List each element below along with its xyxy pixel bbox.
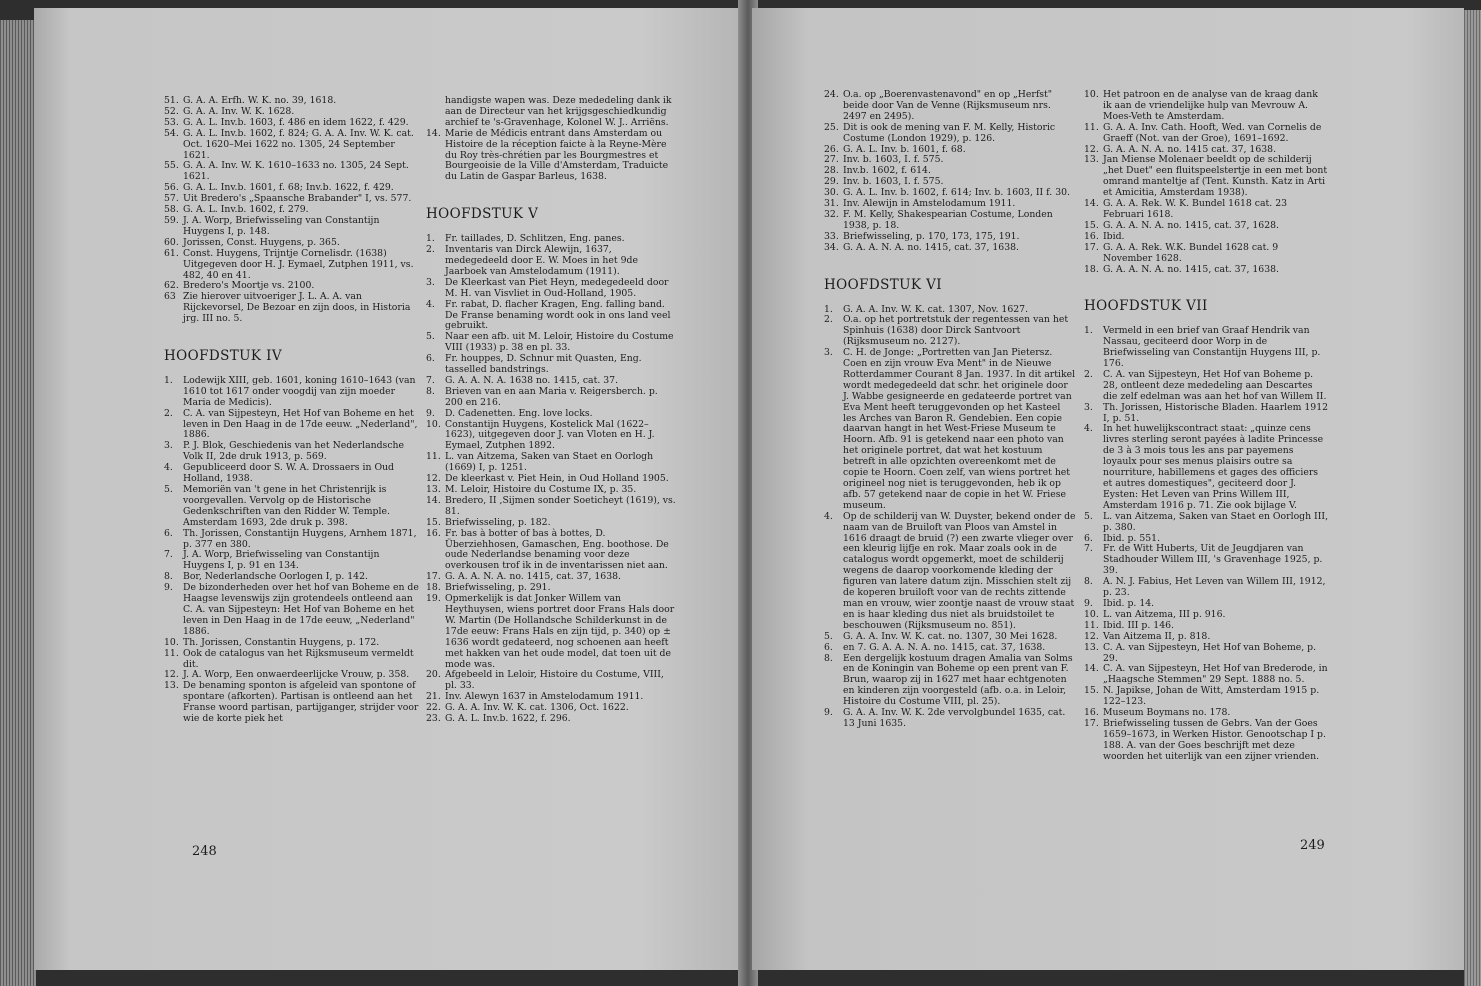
footnote-number: 1.: [1084, 325, 1093, 337]
footnote-text: Ibid. p. 551.: [1103, 532, 1161, 544]
footnote-number: 7.: [426, 374, 435, 386]
footnote-text: Dit is ook de mening van F. M. Kelly, Historic Costume (London 1929), p. 126.: [843, 121, 1056, 144]
footnote-text: A. N. J. Fabius, Het Leven van Willem III, 1912, p. 23.: [1103, 576, 1326, 599]
footnote: [426, 387, 676, 409]
footnote-number: 54.: [164, 127, 179, 139]
footnote-number: 16.: [1084, 230, 1099, 242]
footnote: [426, 594, 676, 670]
footnote: [1084, 90, 1329, 123]
footnote-text: G. A. A. Inv. Cath. Hooft, Wed. van Cornelis de Graeff (Not. van der Groe), 1691–1692.: [1103, 121, 1322, 144]
footnote-text: G. A. A. N. A. 1638 no. 1415, cat. 37.: [445, 374, 619, 386]
footnote-number: 9.: [164, 582, 173, 594]
footnote-number: 52.: [164, 105, 179, 117]
footnote-number: 16.: [426, 527, 441, 539]
footnote-number: 11.: [1084, 619, 1099, 631]
footnote-text: G. A. A. Inv. W. K. 2de vervolgbundel 1635, cat. 13 Juni 1635.: [843, 707, 1066, 729]
footnote: [164, 129, 422, 162]
left-page-column-a: [164, 96, 422, 725]
footnote-text: Bor, Nederlandsche Oorlogen I, p. 142.: [183, 571, 368, 583]
note-list: [824, 305, 1076, 730]
footnote-text: N. Japikse, Johan de Witt, Amsterdam 1915 p. 122–123.: [1103, 685, 1320, 708]
footnote-text: G. A. A. Inv. W. K. 1628.: [183, 105, 295, 117]
footnote-text: Briefwisseling tussen de Gebrs. Van der Goes 1659–1673, in Werken Histor. Genootschap I p. 188. A. van der Goes beschrijft met deze woorden het uiterlijk van een zijner vrienden.: [1103, 717, 1326, 762]
footnote: [824, 512, 1076, 632]
chapter-heading: HOOFDSTUK V: [426, 206, 539, 223]
footnote-number: 17.: [1084, 717, 1099, 729]
footnote: [164, 583, 422, 638]
footnote-text: Ibid. III p. 146.: [1103, 619, 1174, 631]
footnote: [824, 210, 1076, 232]
note-list: [824, 90, 1076, 254]
footnote-number: 2.: [1084, 368, 1093, 380]
footnote-number: 10.: [164, 636, 179, 648]
right-page-column-a: [824, 90, 1076, 730]
footnote: [164, 550, 422, 572]
footnote-number: 62.: [164, 280, 179, 292]
footnote-text: J. A. Worp, Briefwisseling van Constantijn Huygens I, p. 148.: [183, 214, 380, 237]
footnote-number: 1.: [824, 303, 833, 315]
footnote-text: Memoriën van 't gene in het Christenrijk is voorgevallen. Vervolg op de Historische Gedenkschriften van den Ridder W. Temple. Amsterdam 1693, 2de druk p. 398.: [183, 484, 390, 528]
footnote-number: 11.: [164, 647, 179, 659]
footnote-text: G. A. A. Rek. W.K. Bundel 1628 cat. 9 November 1628.: [1103, 241, 1279, 264]
footnote-number: 2.: [824, 314, 833, 326]
footnote-number: 11.: [1084, 121, 1099, 133]
footnote-text: Bredero's Moortje vs. 2100.: [183, 280, 315, 292]
footnote-number: 15.: [1084, 685, 1099, 697]
footnote-text: G. A. L. Inv.b. 1601, f. 68; Inv.b. 1622, f. 429.: [183, 182, 394, 194]
footnote-number: 10.: [1084, 608, 1099, 620]
footnote-text: D. Cadenetten. Eng. love locks.: [445, 407, 593, 419]
footnote-text: G. A. L. Inv.b. 1622, f. 296.: [445, 713, 571, 725]
footnote-number: 18.: [1084, 263, 1099, 275]
footnote: [426, 129, 676, 184]
footnote-number: 9.: [426, 407, 435, 419]
footnote-text: Th. Jorissen, Historische Bladen. Haarlem 1912 I, p. 51.: [1103, 401, 1329, 424]
footnote: [824, 708, 1076, 730]
footnote-number: 30.: [824, 187, 839, 199]
footnote-number: 28.: [824, 165, 839, 177]
chapter-heading: HOOFDSTUK VII: [1084, 298, 1208, 315]
footnote-number: 11.: [426, 451, 441, 463]
footnote: [1084, 643, 1329, 665]
footnote-text: Op de schilderij van W. Duyster, bekend onder de naam van de Bruiloft van Ploos van Amstel in 1616 draagt de bruid (?) een zwarte vlieger over een kleurig lijfje en rok. Maar zoals ook in de catalogus wordt opgemerkt, moet de schilderij wegens de daarop voorkomende kleding der figuren van latere datum zijn. Misschien stelt zij de koperen bruiloft voor van de rechts zittende man en vrouw, wier zoontje naast de vrouw staat en is haar kleding dus niet als bruidstoilet te beschouwen (Rijksmuseum no. 851).: [843, 510, 1076, 631]
chapter-heading: HOOFDSTUK VI: [824, 276, 942, 293]
footnote-number: 6.: [1084, 532, 1093, 544]
footnote-number: 60.: [164, 236, 179, 248]
footnote-number: 12.: [164, 669, 179, 681]
footnote-text: J. A. Worp, Briefwisseling van Constantijn Huygens I, p. 91 en 134.: [183, 549, 380, 572]
footnote-number: 17.: [426, 571, 441, 583]
footnote-text: C. A. van Sijpesteyn, Het Hof van Boheme p. 28, ontleent deze mededeling aan Descartes die zelf edelman was aan het hof van Willem II.: [1103, 368, 1327, 402]
footnote-number: 59.: [164, 214, 179, 226]
footnote: [824, 243, 1076, 254]
footnote-text: In het huwelijkscontract staat: „quinze cens livres sterling seront payées à ladite Princesse de 3 à 3 mois tous les ans par payemens loyaulx pour ses menus plaisirs outre sa nourriture, habillemens et gages des officiers et autres domestiques", geciteerd door J. Eysten: Het Leven van Prins Willem III, Amsterdam 1916 p. 71. Zie ook bijlage V.: [1103, 423, 1324, 511]
footnote-number: 20.: [426, 669, 441, 681]
left-page-stack-edge: [0, 20, 36, 986]
footnote-text: Inv. b. 1603, I. f. 575.: [843, 154, 944, 166]
footnote: [426, 496, 676, 518]
footnote-text: Gepubliceerd door S. W. A. Drossaers in Oud Holland, 1938.: [183, 462, 395, 485]
footnote-number: 23.: [426, 713, 441, 725]
footnote-text: P. J. Blok, Geschiedenis van het Nederlandsche Volk II, 2de druk 1913, p. 569.: [183, 440, 405, 463]
footnote-text: Const. Huygens, Trijntje Cornelisdr. (1638) Uitgegeven door H. J. Eymael, Zutphen 1911, vs. 482, 40 en 41.: [183, 247, 414, 281]
footnote: [426, 245, 676, 278]
footnote-number: 15.: [426, 516, 441, 528]
footnote-number: 19.: [426, 593, 441, 605]
footnote-text: Jan Miense Molenaer beeldt op de schilderij „het Duet" een fluitspeelstertje in een met bont omrand manteltje af (Tent. Kunsth. Katz in Arti et Amicitia, Amsterdam 1938).: [1103, 154, 1328, 199]
footnote-number: 5.: [1084, 510, 1093, 522]
footnote-text: Inv. Alewyn 1637 in Amstelodamum 1911.: [445, 691, 644, 703]
right-page-column-b: [1084, 90, 1329, 763]
footnote-number: 10.: [1084, 89, 1099, 100]
footnote-text: Inv.b. 1602, f. 614.: [843, 165, 931, 177]
footnote-text: Museum Boymans no. 178.: [1103, 707, 1231, 719]
footnote-number: 7.: [164, 549, 173, 561]
footnote: [164, 161, 422, 183]
footnote-number: 56.: [164, 182, 179, 194]
footnote-text: C. H. de Jonge: „Portretten van Jan Pietersz. Coen en zijn vrouw Eva Ment" in de Nieuwe Rotterdammer Courant 8 Jan. 1937. In dit artikel wordt medegedeeld dat schr. het originele door J. Wabbe gesigneerde en gedateerde portret van Eva Ment heeft teruggevonden op het Kasteel les Arches van Baron R. Gendebien. Een copie daarvan hangt in het West-Friese Museum te Hoorn. Afb. 91 is getekend naar een photo van het originele portret, dat wat het kostuum betreft in alle opzichten overeenkomt met de copie te Hoorn. Coen zelf, van wiens portret het origineel nog niet is teruggevonden, heb ik op afb. 57 getekend naar de copie in het W. Friese museum.: [843, 347, 1076, 511]
footnote-text: G. A. A. Inv. W. K. cat. 1307, Nov. 1627.: [843, 303, 1029, 315]
footnote-number: 55.: [164, 160, 179, 172]
footnote: [164, 441, 422, 463]
footnote: [426, 300, 676, 333]
footnote: [1084, 424, 1329, 511]
footnote-number: 14.: [426, 494, 441, 506]
note-list: [426, 234, 676, 725]
footnote: [164, 376, 422, 409]
footnote: [824, 123, 1076, 145]
footnote-text: J. A. Worp, Een onwaerdeerlijcke Vrouw, p. 358.: [183, 669, 410, 681]
footnote: [1084, 326, 1329, 370]
footnote-number: 27.: [824, 154, 839, 166]
footnote: [164, 681, 422, 725]
footnote-text: Ibid. p. 14.: [1103, 597, 1155, 609]
footnote-text: Het patroon en de analyse van de kraag dank ik aan de vriendelijke hulp van Mevrouw A. Moes-Veth te Amsterdam.: [1103, 89, 1318, 122]
footnote-number: 6.: [824, 641, 833, 653]
footnote: [426, 670, 676, 692]
footnote-text: G. A. A. N. A. no. 1415, cat. 37, 1638.: [1103, 263, 1279, 275]
left-page-column-b: [426, 96, 676, 725]
footnote-number: 4.: [164, 462, 173, 474]
footnote-text: G. A. L. Inv.b. 1603, f. 486 en idem 1622, f. 429.: [183, 116, 409, 128]
footnote-number: 22.: [426, 702, 441, 714]
footnote: [1084, 512, 1329, 534]
footnote-number: 57.: [164, 193, 179, 205]
footnote-number: 12.: [1084, 630, 1099, 642]
footnote-text: G. A. A. N. A. no. 1415, cat. 37, 1638.: [843, 241, 1019, 253]
footnote-text: Naar een afb. uit M. Leloir, Histoire du Costume VIII (1933) p. 38 en pl. 33.: [445, 331, 674, 354]
footnote-text: G. A. A. Erfh. W. K. no. 39, 1618.: [183, 95, 337, 106]
footnote-text: Inv. Alewijn in Amstelodamum 1911.: [843, 198, 1016, 210]
footnote-text: Een dergelijk kostuum dragen Amalia van Solms en de Koningin van Boheme op een prent van F. Brun, waarop zij in 1627 met haar echtgenoten en kinderen zijn voorgesteld (afb. o.a. in Leloir, Histoire du Costume VIII, pl. 25).: [843, 652, 1073, 708]
footnote-text: Vermeld in een brief van Graaf Hendrik van Nassau, geciteerd door Worp in de Briefwisseling van Constantijn Huygens III, p. 176.: [1103, 325, 1321, 370]
footnote-number: 2.: [426, 244, 435, 256]
footnote-number: 31.: [824, 198, 839, 210]
footnote-text: Afgebeeld in Leloir, Histoire du Costume, VIII, pl. 33.: [445, 669, 664, 692]
footnote-text: Uit Bredero's „Spaansche Brabander" I, vs. 577.: [183, 193, 412, 205]
footnote: [1084, 199, 1329, 221]
footnote-number: 33.: [824, 230, 839, 242]
footnote-text: O.a. op het portretstuk der regentessen van het Spinhuis (1638) door Dirck Santvoort (Rijksmuseum no. 2127).: [843, 314, 1069, 348]
footnote: [164, 485, 422, 529]
page-number: 248: [192, 844, 217, 859]
right-page-stack-edge: [1464, 10, 1481, 986]
footnote-number: 2.: [164, 407, 173, 419]
page-number: 249: [1300, 838, 1325, 853]
footnote: [824, 348, 1076, 512]
footnote: [426, 452, 676, 474]
footnote-text: Inv. b. 1603, I. f. 575.: [843, 176, 944, 188]
footnote-number: 51.: [164, 95, 179, 106]
footnote-number: 13.: [426, 484, 441, 495]
footnote-text: Fr. taillades, D. Schlitzen, Eng. panes.: [445, 233, 625, 245]
footnote-text: L. van Aitzema, III p. 916.: [1103, 608, 1226, 620]
footnote: [164, 529, 422, 551]
footnote: [164, 409, 422, 442]
footnote-text: G. A. A. Inv. W. K. cat. 1306, Oct. 1622.: [445, 702, 629, 714]
footnote: [426, 96, 676, 129]
note-list: [1084, 326, 1329, 762]
footnote-number: 26.: [824, 143, 839, 155]
footnote-text: Th. Jorissen, Constantin Huygens, p. 172.: [183, 636, 380, 648]
footnote: [1084, 370, 1329, 403]
footnote-number: 5.: [426, 331, 435, 343]
note-list: [1084, 90, 1329, 275]
footnote-text: Opmerkelijk is dat Jonker Willem van Heythuysen, wiens portret door Frans Hals door W. Martin (De Hollandsche Schilderkunst in de 17de eeuw: Frans Hals en zijn tijd, p. 340) op ± 1636 wordt gedateerd, nog schoenen aan heeft met hakken van het oude model, dat toen uit de mode was.: [445, 593, 675, 670]
footnote: [164, 463, 422, 485]
footnote-number: 16.: [1084, 707, 1099, 719]
footnote-text: G. A. L. Inv. b. 1602, f. 614; Inv. b. 1603, II f. 30.: [843, 187, 1070, 199]
footnote-text: G. A. A. N. A. no. 1415, cat. 37, 1638.: [445, 571, 621, 583]
footnote: [824, 654, 1076, 709]
footnote-number: 61.: [164, 247, 179, 259]
footnote-number: 15.: [1084, 219, 1099, 231]
footnote-text: Lodewijk XIII, geb. 1601, koning 1610–1643 (van 1610 tot 1617 onder voogdij van zijn moeder Maria de Medicis).: [183, 374, 416, 408]
footnote: [1084, 123, 1329, 145]
footnote-number: 13.: [1084, 641, 1099, 653]
footnote: [1084, 686, 1329, 708]
footnote-text: G. A. A. N. A. no. 1415 cat. 37, 1638.: [1103, 143, 1277, 155]
footnote: [1084, 243, 1329, 265]
note-list: [164, 96, 422, 325]
footnote-number: 14.: [1084, 663, 1099, 675]
chapter-heading: HOOFDSTUK IV: [164, 348, 282, 365]
footnote-number: 10.: [426, 418, 441, 430]
footnote-text: G. A. L. Inv.b. 1602, f. 824; G. A. A. Inv. W. K. cat. Oct. 1620–Mei 1622 no. 1305, 24 September 1621.: [183, 127, 414, 161]
footnote-text: De Kleerkast van Piet Heyn, medegedeeld door M. H. van Visvliet in Oud-Holland, 1905.: [445, 276, 669, 299]
footnote-number: 53.: [164, 116, 179, 128]
footnote-number: 29.: [824, 176, 839, 188]
footnote-text: Briefwisseling, p. 170, 173, 175, 191.: [843, 230, 1020, 242]
footnote-text: Th. Jorissen, Constantijn Huygens, Arnhem 1871, p. 377 en 380.: [183, 527, 417, 550]
footnote-number: 6.: [164, 527, 173, 539]
footnote-number: 1.: [164, 374, 173, 386]
footnote: [426, 278, 676, 300]
footnote: [426, 714, 676, 725]
footnote-number: 58.: [164, 204, 179, 216]
footnote-text: Fr. rabat, D. flacher Kragen, Eng. falling band. De Franse benaming wordt ook in ons land veel gebruikt.: [445, 298, 671, 332]
note-list: [164, 376, 422, 725]
footnote: [426, 420, 676, 453]
footnote-number: 1.: [426, 233, 435, 245]
footnote: [1084, 577, 1329, 599]
footnote-text: De kleerkast v. Piet Hein, in Oud Holland 1905.: [445, 473, 669, 485]
footnote-text: Ook de catalogus van het Rijksmuseum vermeldt dit.: [183, 647, 414, 670]
footnote-number: 5.: [824, 630, 833, 642]
footnote-number: 8.: [426, 385, 435, 397]
footnote: [426, 354, 676, 376]
footnote: [1084, 155, 1329, 199]
footnote-text: Fr. de Witt Huberts, Uit de Jeugdjaren van Stadhouder Willem III, 's Gravenhage 1925, p. 39.: [1103, 543, 1323, 577]
footnote: [824, 315, 1076, 348]
footnote-text: De benaming sponton is afgeleid van spontone of spontare (afkorten). Partisan is ontleend aan het Franse woord partisan, partijganger, strijder voor wie de korte piek het: [183, 680, 419, 725]
footnote: [164, 649, 422, 671]
footnote-number: 21.: [426, 691, 441, 703]
footnote: [1084, 544, 1329, 577]
footnote-number: 5.: [164, 484, 173, 495]
footnote-text: M. Leloir, Histoire du Costume IX, p. 35.: [445, 484, 637, 495]
footnote-number: 6.: [426, 353, 435, 365]
footnote-text: C. A. van Sijpesteyn, Het Hof van Boheme en het leven in Den Haag in de 17de eeuw. „Nederland", 1886.: [183, 407, 418, 441]
footnote-number: 25.: [824, 121, 839, 133]
footnote-number: 9.: [824, 707, 833, 719]
footnote-number: 8.: [824, 652, 833, 664]
footnote-number: 4.: [1084, 423, 1093, 435]
note-list: [426, 96, 676, 183]
right-page: [752, 8, 1464, 970]
footnote: [164, 292, 422, 325]
footnote-text: De bizonderheden over het hof van Boheme en de Haagse levenswijs zijn grotendeels ontleend aan C. A. van Sijpesteyn: Het Hof van Boheme en het leven in Den Haag in de 17de eeuw, „Nederland" 1886.: [183, 582, 419, 637]
footnote-text: Bredero, II ,Sijmen sonder Soeticheyt (1619), vs. 81.: [445, 494, 676, 517]
footnote-number: 4.: [824, 510, 833, 522]
footnote-text: Ibid.: [1103, 230, 1125, 242]
footnote-text: Briefwisseling, p. 291.: [445, 582, 551, 594]
footnote-text: G. A. A. Inv. W. K. cat. no. 1307, 30 Mei 1628.: [843, 630, 1058, 642]
footnote: [164, 249, 422, 282]
footnote-text: Briefwisseling, p. 182.: [445, 516, 551, 528]
footnote-text: G. A. A. Rek. W. K. Bundel 1618 cat. 23 Februari 1618.: [1103, 198, 1288, 220]
footnote-number: 7.: [1084, 543, 1093, 555]
footnote-text: L. van Aitzema, Saken van Staet en Oorlogh (1669) I, p. 1251.: [445, 451, 654, 474]
footnote-number: 18.: [426, 582, 441, 594]
footnote-text: handigste wapen was. Deze mededeling dank ik aan de Directeur van het krijgsgeschiedkundig archief te 's-Gravenhage, Kolonel W. J.. Arriëns.: [445, 95, 672, 128]
footnote-number: 9.: [1084, 597, 1093, 609]
footnote-text: G. A. L. Inv. b. 1601, f. 68.: [843, 143, 966, 155]
footnote-number: 13.: [164, 680, 179, 692]
footnote-number: 3.: [1084, 401, 1093, 413]
footnote-text: Fr. bas à botter of bas à bottes, D. Überziehhosen, Gamaschen, Eng. boothose. De oude Nederlandse benaming voor deze overkousen trof ik in de inventarissen niet aan.: [445, 527, 669, 572]
footnote-number: 8.: [164, 571, 173, 583]
footnote-text: Fr. houppes, D. Schnur mit Quasten, Eng. tasselled bandstrings.: [445, 353, 642, 376]
footnote-text: Marie de Médicis entrant dans Amsterdam ou Histoire de la réception faicte à la Reyne-Mère du Roy très-chrétien par les Bourgmestres et Bourgeoisie de la Ville d'Amsterdam, Traduicte du Latin de Gaspar Barleus, 1638.: [445, 127, 669, 183]
footnote-number: 12.: [426, 473, 441, 485]
footnote-number: 17.: [1084, 241, 1099, 253]
footnote-text: O.a. op „Boerenvastenavond" en op „Herfst" beide door Van de Venne (Rijksmuseum nrs. 2497 en 2495).: [843, 89, 1053, 122]
footnote-number: 63: [164, 291, 176, 303]
footnote-text: Jorissen, Const. Huygens, p. 365.: [183, 236, 340, 248]
footnote-text: en 7. G. A. A. N. A. no. 1415, cat. 37, 1638.: [843, 641, 1046, 653]
footnote-number: 3.: [164, 440, 173, 452]
footnote-text: Van Aitzema II, p. 818.: [1103, 630, 1211, 642]
left-page: [34, 8, 746, 970]
footnote-number: 13.: [1084, 154, 1099, 166]
footnote-number: 14.: [426, 127, 441, 139]
footnote-number: 3.: [824, 347, 833, 359]
footnote-text: Brieven van en aan Maria v. Reigersberch. p. 200 en 216.: [445, 385, 658, 408]
footnote-number: 8.: [1084, 576, 1093, 588]
footnote-number: 3.: [426, 276, 435, 288]
footnote: [1084, 265, 1329, 276]
footnote-number: 12.: [1084, 143, 1099, 155]
footnote: [1084, 719, 1329, 763]
footnote-text: Inventaris van Dirck Alewijn, 1637, medegedeeld door E. W. Moes in het 9de Jaarboek van Amstelodamum (1911).: [445, 244, 638, 277]
footnote: [164, 216, 422, 238]
footnote-text: C. A. van Sijpesteyn, Het Hof van Boheme, p. 29.: [1103, 641, 1317, 664]
footnote-number: 4.: [426, 298, 435, 310]
footnote-number: 24.: [824, 89, 839, 100]
footnote-text: G. A. L. Inv.b. 1602, f. 279.: [183, 204, 309, 216]
footnote: [1084, 664, 1329, 686]
footnote-text: F. M. Kelly, Shakespearian Costume, Londen 1938, p. 18.: [843, 208, 1053, 231]
footnote-text: Constantijn Huygens, Kostelick Mal (1622–1623), uitgegeven door J. van Vloten en H. J. Eymael, Zutphen 1892.: [445, 418, 655, 452]
footnote-text: L. van Aitzema, Saken van Staet en Oorlogh III, p. 380.: [1103, 510, 1329, 533]
footnote: [426, 529, 676, 573]
footnote-text: G. A. A. Inv. W. K. 1610–1633 no. 1305, 24 Sept. 1621.: [183, 160, 409, 183]
footnote-number: 14.: [1084, 198, 1099, 210]
footnote-number: 32.: [824, 208, 839, 220]
footnote-text: C. A. van Sijpesteyn, Het Hof van Brederode, in „Haagsche Stemmen" 29 Sept. 1888 no. 5.: [1103, 663, 1328, 686]
footnote: [1084, 403, 1329, 425]
footnote: [824, 90, 1076, 123]
footnote-text: Zie hierover uitvoeriger J. L. A. A. van Rijckevorsel, De Bezoar en zijn doos, in Historia jrg. III no. 5.: [183, 291, 411, 325]
footnote-text: G. A. A. N. A. no. 1415, cat. 37, 1628.: [1103, 219, 1279, 231]
footnote: [426, 332, 676, 354]
footnote-number: 34.: [824, 241, 839, 253]
